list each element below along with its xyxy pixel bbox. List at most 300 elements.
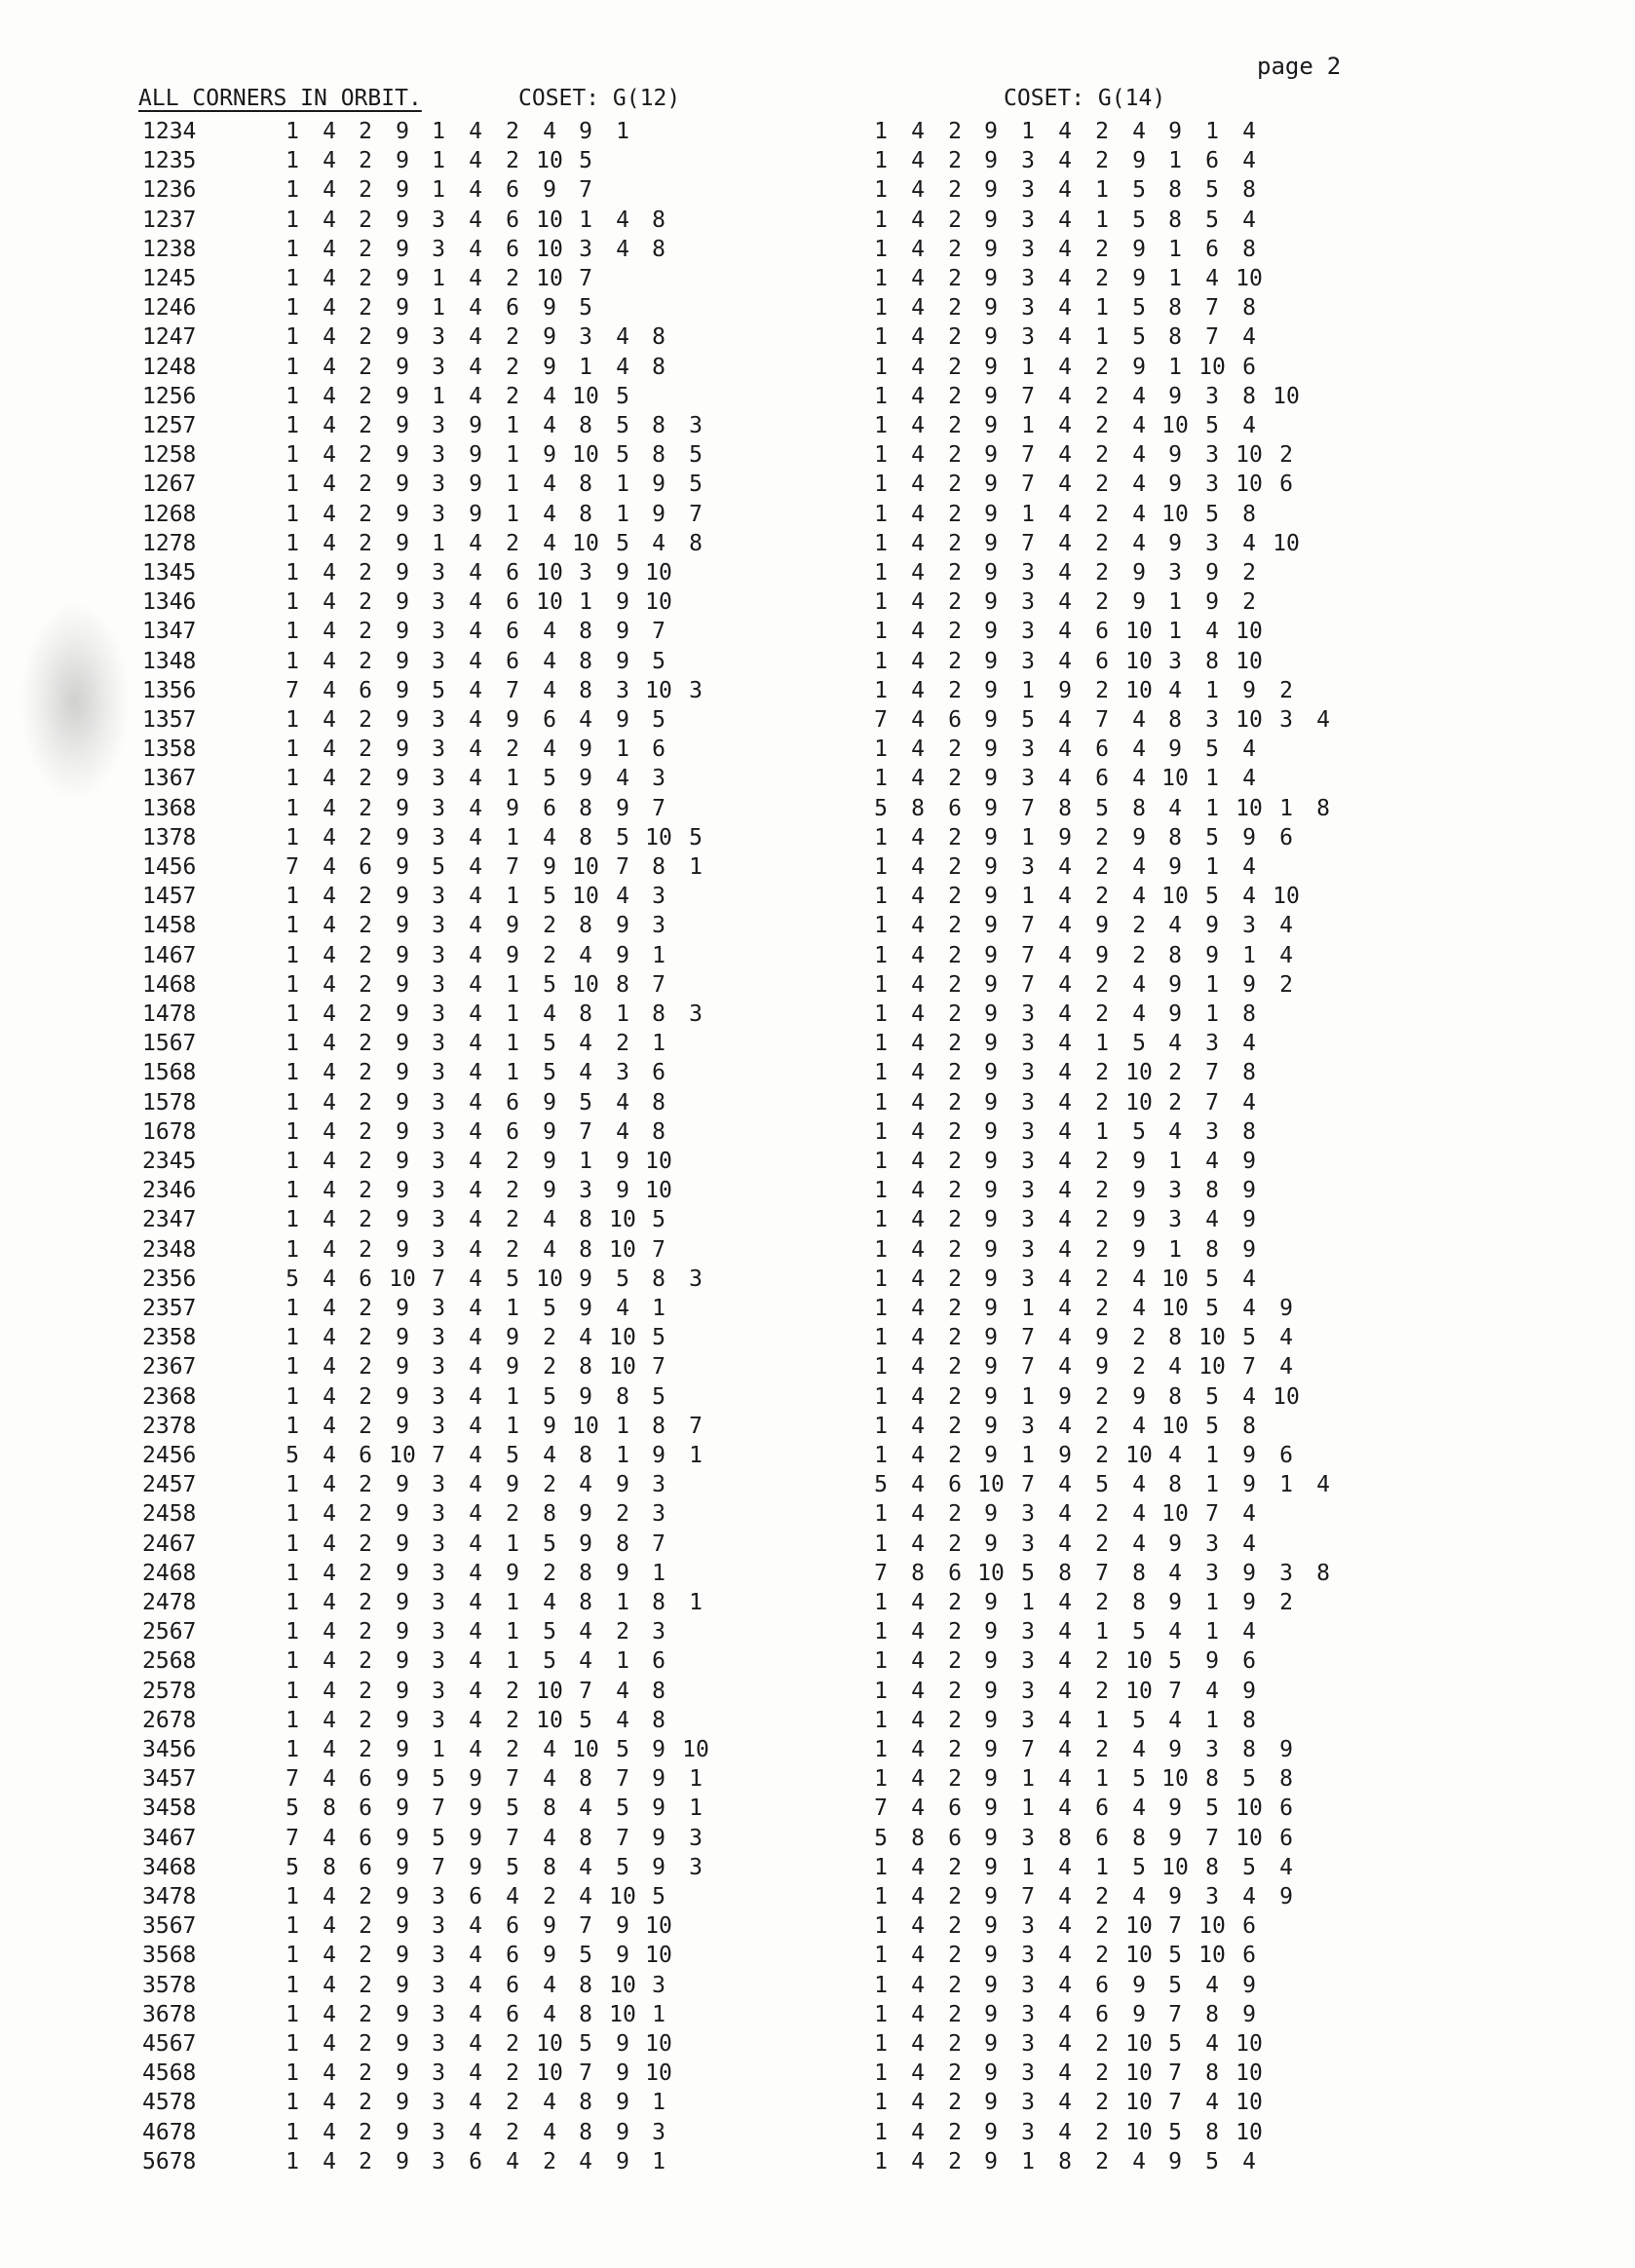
corner-label: 1567 <box>142 1031 197 1057</box>
corner-label: 1578 <box>142 1089 197 1115</box>
g12-entry: 2 <box>543 1472 556 1498</box>
g14-entry: 1 <box>874 383 888 409</box>
g14-entry: 9 <box>1242 971 1256 998</box>
g14-entry: 6 <box>948 1472 962 1498</box>
corner-label: 3468 <box>142 1854 197 1880</box>
g14-entry: 7 <box>874 1796 888 1822</box>
g14-entry: 10 <box>1161 1854 1189 1880</box>
g14-entry: 4 <box>1168 1443 1182 1468</box>
g12-entry: 1 <box>432 177 445 204</box>
g14-entry: 2 <box>1095 1678 1109 1704</box>
g14-entry: 8 <box>1205 648 1219 674</box>
g12-entry: 3 <box>432 1972 445 1998</box>
g14-entry: 8 <box>1058 2148 1072 2174</box>
g14-entry: 1 <box>1205 1002 1219 1027</box>
g12-entry: 3 <box>432 619 445 645</box>
g14-entry: 9 <box>984 207 998 233</box>
g12-entry: 9 <box>579 766 592 792</box>
page-number <box>1257 53 1341 80</box>
g14-entry: 3 <box>1021 236 1035 262</box>
g12-entry: 2 <box>359 354 372 380</box>
g14-entry: 4 <box>911 589 925 616</box>
g12-entry: 5 <box>432 1766 445 1793</box>
g14-entry: 2 <box>1095 354 1109 380</box>
g12-entry: 1 <box>285 737 299 763</box>
g12-entry: 1 <box>689 1796 703 1822</box>
g12-entry: 2 <box>359 1413 372 1439</box>
g14-entry: 4 <box>1058 530 1072 556</box>
g12-entry: 9 <box>616 2090 629 2116</box>
g12-entry: 9 <box>396 148 409 174</box>
g12-entry: 4 <box>616 354 629 380</box>
g14-entry: 10 <box>1236 795 1263 821</box>
g12-entry: 1 <box>285 1972 299 1998</box>
g14-entry: 7 <box>1205 324 1219 351</box>
g12-entry: 9 <box>396 1560 409 1586</box>
g14-entry: 9 <box>984 1383 998 1410</box>
g14-entry: 2 <box>1095 884 1109 910</box>
g12-entry: 3 <box>432 648 445 674</box>
g12-entry: 1 <box>432 383 445 409</box>
g14-entry: 5 <box>1205 1266 1219 1292</box>
g14-entry: 4 <box>1058 1354 1072 1380</box>
g12-entry: 2 <box>543 913 556 939</box>
g12-entry: 2 <box>506 2031 519 2057</box>
g12-entry: 4 <box>323 2031 336 2057</box>
g12-entry: 7 <box>432 1796 445 1822</box>
g12-entry: 4 <box>323 1884 336 1909</box>
g14-entry: 2 <box>948 854 962 880</box>
g12-entry: 3 <box>689 413 703 438</box>
g14-entry: 4 <box>1168 1560 1182 1586</box>
g14-entry: 9 <box>1132 1972 1146 1998</box>
g12-entry: 9 <box>579 1296 592 1321</box>
g14-entry: 10 <box>1125 1943 1153 1969</box>
g12-entry: 9 <box>396 913 409 939</box>
g12-entry: 5 <box>652 1325 665 1351</box>
g12-entry: 4 <box>323 1531 336 1557</box>
g12-entry: 8 <box>579 2119 592 2145</box>
g14-entry: 4 <box>1205 1678 1219 1704</box>
g12-entry: 9 <box>396 501 409 527</box>
g12-entry: 9 <box>396 1472 409 1498</box>
table-row <box>0 794 1635 823</box>
g14-entry: 4 <box>1058 1266 1072 1292</box>
g12-entry: 5 <box>689 824 703 850</box>
g12-entry: 9 <box>396 1796 409 1822</box>
g14-entry: 3 <box>1021 854 1035 880</box>
g14-entry: 2 <box>1095 1531 1109 1557</box>
g14-entry: 4 <box>1058 2119 1072 2145</box>
g14-entry: 2 <box>948 354 962 380</box>
g14-entry: 1 <box>874 472 888 498</box>
g12-entry: 10 <box>645 2031 672 2057</box>
g14-entry: 2 <box>948 1707 962 1733</box>
corner-label: 1245 <box>142 266 197 291</box>
g14-entry: 9 <box>984 1443 998 1468</box>
g12-entry: 4 <box>469 2060 482 2087</box>
g14-entry: 2 <box>1095 472 1109 498</box>
g14-entry: 1 <box>1095 1707 1109 1733</box>
g14-entry: 4 <box>911 1531 925 1557</box>
g12-entry: 3 <box>579 236 592 262</box>
g14-entry: 7 <box>1021 942 1035 968</box>
corner-label: 3567 <box>142 1913 197 1940</box>
g14-entry: 4 <box>1132 1472 1146 1498</box>
g14-entry: 9 <box>1132 236 1146 262</box>
g14-entry: 4 <box>1058 619 1072 645</box>
g14-entry: 4 <box>1058 2001 1072 2027</box>
g14-entry: 1 <box>874 119 888 144</box>
g14-entry: 4 <box>911 2060 925 2087</box>
g12-entry: 8 <box>652 1678 665 1704</box>
g12-entry: 6 <box>543 795 556 821</box>
g14-entry: 1 <box>1021 884 1035 910</box>
g12-entry: 10 <box>609 2001 636 2027</box>
g12-entry: 7 <box>652 619 665 645</box>
g14-entry: 6 <box>1279 472 1293 498</box>
g12-entry: 1 <box>285 1737 299 1762</box>
g14-entry: 9 <box>984 1531 998 1557</box>
g12-entry: 8 <box>543 1796 556 1822</box>
g14-entry: 4 <box>911 942 925 968</box>
table-row <box>0 764 1635 793</box>
g14-entry: 7 <box>1205 1060 1219 1086</box>
g12-entry: 9 <box>396 2060 409 2087</box>
corner-label: 2357 <box>142 1296 197 1321</box>
g14-entry: 2 <box>1095 2060 1109 2087</box>
g14-entry: 10 <box>1125 619 1153 645</box>
g12-entry: 1 <box>285 324 299 351</box>
g12-entry: 4 <box>616 1296 629 1321</box>
g14-entry: 9 <box>984 884 998 910</box>
table-row <box>0 440 1635 470</box>
g14-entry: 3 <box>1205 1884 1219 1909</box>
g12-entry: 4 <box>543 1766 556 1793</box>
corner-label: 1467 <box>142 942 197 968</box>
g12-entry: 4 <box>323 1031 336 1057</box>
g12-entry: 4 <box>469 177 482 204</box>
g14-entry: 1 <box>874 677 888 703</box>
g14-entry: 1 <box>874 501 888 527</box>
g12-entry: 6 <box>359 1796 372 1822</box>
g14-entry: 7 <box>874 707 888 733</box>
corner-label: 1247 <box>142 324 197 351</box>
g14-entry: 4 <box>1058 766 1072 792</box>
g14-entry: 10 <box>1236 1796 1263 1822</box>
g14-entry: 8 <box>1168 824 1182 850</box>
g14-entry: 6 <box>1279 1443 1293 1468</box>
g12-entry: 1 <box>285 1648 299 1675</box>
g12-entry: 4 <box>323 1766 336 1793</box>
g14-entry: 4 <box>1132 413 1146 438</box>
g14-entry: 10 <box>1198 354 1226 380</box>
g12-entry: 10 <box>536 148 563 174</box>
g12-entry: 2 <box>359 1296 372 1321</box>
g14-entry: 1 <box>1205 1472 1219 1498</box>
g14-entry: 1 <box>874 942 888 968</box>
g12-entry: 2 <box>359 2001 372 2027</box>
g14-entry: 4 <box>1132 1266 1146 1292</box>
g12-entry: 5 <box>579 1089 592 1115</box>
g14-entry: 3 <box>1168 648 1182 674</box>
g12-entry: 9 <box>543 1149 556 1174</box>
g14-entry: 2 <box>948 1413 962 1439</box>
table-row <box>0 2147 1635 2176</box>
g12-entry: 4 <box>323 1501 336 1528</box>
g12-entry: 8 <box>652 324 665 351</box>
g12-entry: 7 <box>616 1825 629 1851</box>
g14-entry: 7 <box>1021 530 1035 556</box>
g12-entry: 9 <box>396 1825 409 1851</box>
g14-entry: 9 <box>984 295 998 321</box>
g12-entry: 7 <box>652 1531 665 1557</box>
g14-entry: 4 <box>1242 1884 1256 1909</box>
table-row <box>0 1029 1635 1058</box>
g14-entry: 8 <box>1058 795 1072 821</box>
g12-entry: 9 <box>396 971 409 998</box>
g14-entry: 7 <box>1021 1325 1035 1351</box>
g12-entry: 10 <box>609 1354 636 1380</box>
g12-entry: 3 <box>689 677 703 703</box>
g14-entry: 1 <box>874 1236 888 1263</box>
g12-entry: 1 <box>432 1737 445 1762</box>
table-row <box>0 1588 1635 1617</box>
g14-entry: 4 <box>911 1089 925 1115</box>
g12-entry: 9 <box>396 1383 409 1410</box>
g12-entry: 2 <box>359 1236 372 1263</box>
g14-entry: 3 <box>1021 648 1035 674</box>
g14-entry: 9 <box>1242 677 1256 703</box>
g14-entry: 1 <box>874 1178 888 1204</box>
g12-entry: 4 <box>323 1178 336 1204</box>
g14-entry: 9 <box>1205 589 1219 616</box>
g14-entry: 2 <box>948 472 962 498</box>
g14-entry: 4 <box>1132 884 1146 910</box>
g12-entry: 1 <box>285 2001 299 2027</box>
g14-entry: 5 <box>1132 1854 1146 1880</box>
g14-entry: 2 <box>1095 971 1109 998</box>
g14-entry: 8 <box>911 1560 925 1586</box>
g14-entry: 6 <box>1095 766 1109 792</box>
g14-entry: 5 <box>1132 207 1146 233</box>
g14-entry: 5 <box>1205 207 1219 233</box>
g12-entry: 9 <box>396 1118 409 1145</box>
g12-entry: 5 <box>506 1854 519 1880</box>
g12-entry: 4 <box>579 1619 592 1645</box>
g14-entry: 5 <box>1132 1031 1146 1057</box>
g12-entry: 8 <box>652 854 665 880</box>
table-row <box>0 676 1635 705</box>
corner-label: 1367 <box>142 766 197 792</box>
g12-entry: 9 <box>396 1854 409 1880</box>
g14-entry: 4 <box>1132 472 1146 498</box>
table-row <box>0 2059 1635 2088</box>
g14-entry: 3 <box>1021 1678 1035 1704</box>
g12-entry: 1 <box>285 1089 299 1115</box>
g12-entry: 10 <box>609 1884 636 1909</box>
g14-entry: 2 <box>1279 677 1293 703</box>
g14-entry: 4 <box>911 854 925 880</box>
g12-entry: 4 <box>323 1266 336 1292</box>
g14-entry: 1 <box>1021 1296 1035 1321</box>
g14-entry: 2 <box>948 1266 962 1292</box>
g12-entry: 2 <box>359 1913 372 1940</box>
g14-entry: 2 <box>948 413 962 438</box>
g12-entry: 5 <box>579 295 592 321</box>
g12-entry: 5 <box>579 2031 592 2057</box>
g12-entry: 10 <box>536 236 563 262</box>
g12-entry: 1 <box>616 1590 629 1615</box>
g14-entry: 1 <box>1021 824 1035 850</box>
g14-entry: 1 <box>1242 942 1256 968</box>
g12-entry: 8 <box>543 1501 556 1528</box>
g12-entry: 9 <box>396 1766 409 1793</box>
g12-entry: 2 <box>359 1707 372 1733</box>
g12-entry: 4 <box>323 1118 336 1145</box>
g14-entry: 9 <box>984 413 998 438</box>
g12-entry: 4 <box>323 1089 336 1115</box>
g12-entry: 4 <box>469 1325 482 1351</box>
corner-label: 1238 <box>142 236 197 262</box>
g12-entry: 1 <box>285 413 299 438</box>
g14-entry: 4 <box>911 648 925 674</box>
g14-entry: 1 <box>874 1031 888 1057</box>
g12-entry: 9 <box>616 2031 629 2057</box>
g14-entry: 9 <box>1132 1178 1146 1204</box>
g12-entry: 9 <box>543 854 556 880</box>
g14-entry: 3 <box>1021 766 1035 792</box>
g12-entry: 4 <box>323 413 336 438</box>
g14-entry: 4 <box>911 530 925 556</box>
g14-entry: 4 <box>1058 1943 1072 1969</box>
g14-entry: 1 <box>1021 354 1035 380</box>
g12-entry: 3 <box>432 737 445 763</box>
g12-entry: 9 <box>616 2060 629 2087</box>
g14-entry: 2 <box>1095 824 1109 850</box>
g14-entry: 5 <box>1168 2119 1182 2145</box>
g12-entry: 3 <box>432 2090 445 2116</box>
g14-entry: 3 <box>1021 1913 1035 1940</box>
g12-entry: 4 <box>543 1737 556 1762</box>
g14-entry: 10 <box>1198 1354 1226 1380</box>
g12-entry: 8 <box>579 1002 592 1027</box>
g14-entry: 10 <box>1236 2031 1263 2057</box>
g14-entry: 4 <box>911 1619 925 1645</box>
g14-entry: 8 <box>1205 1236 1219 1263</box>
g12-entry: 3 <box>432 1648 445 1675</box>
g14-entry: 4 <box>911 1678 925 1704</box>
g12-entry: 4 <box>506 2148 519 2174</box>
g12-entry: 10 <box>645 1913 672 1940</box>
g14-entry: 8 <box>1058 1560 1072 1586</box>
g12-entry: 6 <box>652 1648 665 1675</box>
g14-entry: 2 <box>948 2119 962 2145</box>
g14-entry: 4 <box>911 1501 925 1528</box>
g14-entry: 1 <box>1205 677 1219 703</box>
g14-entry: 9 <box>1279 1884 1293 1909</box>
g12-entry: 6 <box>506 560 519 586</box>
g12-entry: 4 <box>616 1678 629 1704</box>
g14-entry: 4 <box>1058 1002 1072 1027</box>
g12-entry: 2 <box>359 824 372 850</box>
g12-entry: 6 <box>506 589 519 616</box>
g14-entry: 10 <box>1161 1266 1189 1292</box>
g12-entry: 2 <box>616 1031 629 1057</box>
g12-entry: 8 <box>579 677 592 703</box>
g14-entry: 2 <box>948 1913 962 1940</box>
g12-entry: 9 <box>396 560 409 586</box>
g12-entry: 9 <box>506 913 519 939</box>
g14-entry: 1 <box>1205 971 1219 998</box>
g12-entry: 2 <box>359 383 372 409</box>
g12-entry: 4 <box>579 1854 592 1880</box>
g14-entry: 10 <box>1236 619 1263 645</box>
g12-entry: 9 <box>396 207 409 233</box>
g14-entry: 9 <box>984 324 998 351</box>
g14-entry: 3 <box>1279 1560 1293 1586</box>
g12-entry: 1 <box>689 1766 703 1793</box>
g14-entry: 2 <box>948 207 962 233</box>
g14-entry: 9 <box>1168 119 1182 144</box>
g14-entry: 4 <box>1242 1031 1256 1057</box>
g14-entry: 4 <box>1205 266 1219 291</box>
g12-entry: 2 <box>359 648 372 674</box>
g12-entry: 1 <box>285 472 299 498</box>
g14-entry: 5 <box>1132 177 1146 204</box>
corner-label: 1246 <box>142 295 197 321</box>
g14-entry: 2 <box>1095 854 1109 880</box>
g12-entry: 3 <box>432 1354 445 1380</box>
g12-entry: 4 <box>543 1825 556 1851</box>
g12-entry: 5 <box>616 1796 629 1822</box>
g12-entry: 7 <box>285 677 299 703</box>
g14-entry: 4 <box>1058 354 1072 380</box>
g12-entry: 4 <box>323 530 336 556</box>
g14-entry: 1 <box>1021 1590 1035 1615</box>
g12-entry: 7 <box>579 1913 592 1940</box>
g12-entry: 3 <box>652 1501 665 1528</box>
g12-entry: 5 <box>543 766 556 792</box>
table-row <box>0 1971 1635 2000</box>
g12-entry: 9 <box>396 1678 409 1704</box>
g12-entry: 9 <box>543 1413 556 1439</box>
g14-entry: 3 <box>1021 1060 1035 1086</box>
g12-entry: 10 <box>609 1207 636 1233</box>
g14-entry: 2 <box>948 884 962 910</box>
g14-entry: 8 <box>1205 1766 1219 1793</box>
g12-entry: 1 <box>506 824 519 850</box>
g14-entry: 1 <box>874 148 888 174</box>
g12-entry: 10 <box>536 207 563 233</box>
g12-entry: 7 <box>616 854 629 880</box>
g12-entry: 5 <box>432 677 445 703</box>
g14-entry: 4 <box>1242 1266 1256 1292</box>
g14-entry: 6 <box>1279 1825 1293 1851</box>
g12-entry: 5 <box>543 971 556 998</box>
g12-entry: 8 <box>579 913 592 939</box>
g12-entry: 9 <box>396 2090 409 2116</box>
g12-entry: 9 <box>396 1236 409 1263</box>
g12-entry: 9 <box>396 1207 409 1233</box>
g12-entry: 1 <box>285 942 299 968</box>
g14-entry: 1 <box>874 1707 888 1733</box>
g14-entry: 4 <box>911 1325 925 1351</box>
g14-entry: 2 <box>1095 530 1109 556</box>
g14-entry: 2 <box>1095 2119 1109 2145</box>
g12-entry: 8 <box>323 1796 336 1822</box>
table-row <box>0 1147 1635 1176</box>
